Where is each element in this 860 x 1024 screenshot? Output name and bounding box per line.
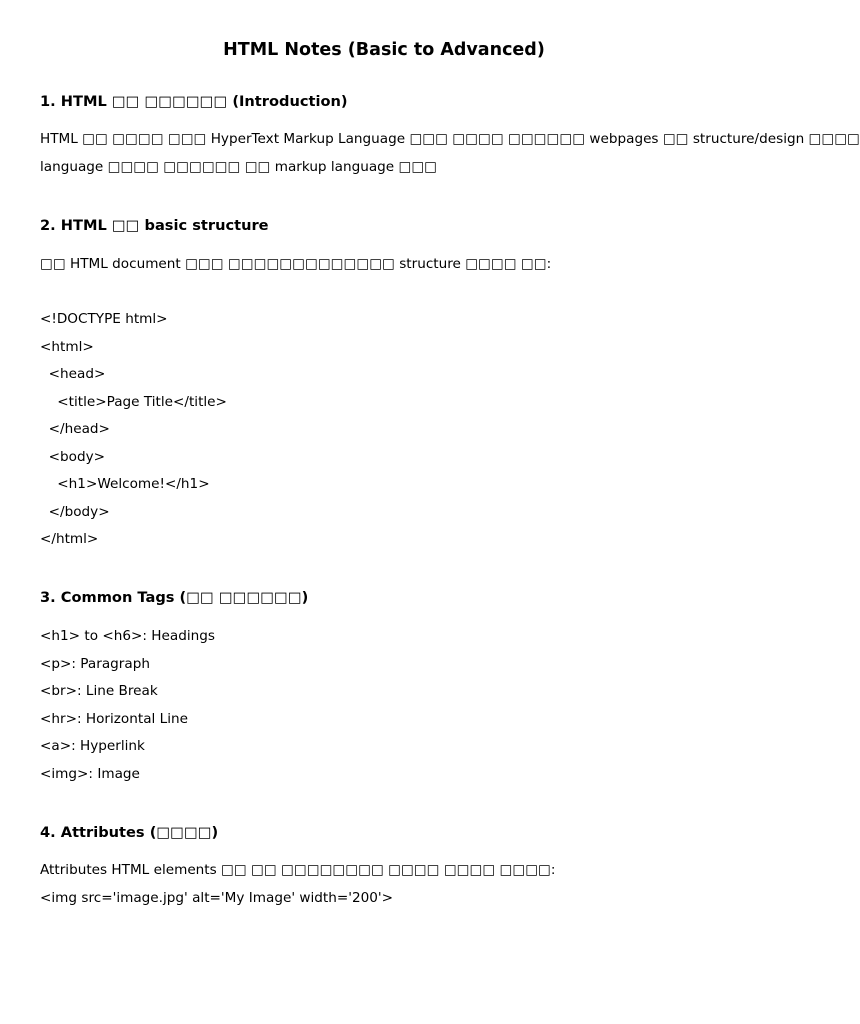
list-item: <a>: Hyperlink	[40, 738, 145, 754]
section-heading-attributes: 4. Attributes (□□□□)	[40, 824, 219, 841]
section-heading-basic-structure: 2. HTML □□ basic structure	[40, 217, 269, 234]
paragraph-line: Attributes HTML elements □□ □□ □□□□□□□□ □□□□ □□□□ □□□□:	[40, 862, 556, 878]
section-heading-common-tags: 3. Common Tags (□□ □□□□□□)	[40, 589, 309, 606]
code-line: </head>	[40, 421, 110, 437]
list-item: <p>: Paragraph	[40, 655, 150, 672]
list-item: <img>: Image	[40, 765, 140, 782]
code-line: <head>	[40, 366, 106, 382]
paragraph-line: HTML □□ □□□□ □□□ HyperText Markup Language □□□ □□□□ □□□□□□ webpages □□ structure/design □□□□	[40, 131, 860, 147]
code-line: <body>	[40, 448, 106, 465]
common-tags-list	[40, 623, 215, 788]
code-line: <h1>Welcome!</h1>	[40, 476, 210, 492]
list-item: <h1> to <h6>: Headings	[40, 628, 215, 644]
basic-structure-intro	[40, 251, 551, 279]
list-item: <hr>: Horizontal Line	[40, 710, 188, 727]
code-line: <title>Page Title</title>	[40, 393, 227, 410]
attributes-paragraph	[40, 857, 555, 912]
code-line: </html>	[40, 531, 99, 547]
code-example-line: <img src='image.jpg' alt='My Image' width='200'>	[40, 889, 394, 906]
document-title: HTML Notes (Basic to Advanced)	[223, 40, 545, 60]
list-item: <br>: Line Break	[40, 683, 158, 699]
paragraph-line: □□ HTML document □□□ □□□□□□□□□□□□□ structure □□□□ □□:	[40, 256, 552, 272]
section-heading-introduction: 1. HTML □□ □□□□□□ (Introduction)	[40, 93, 348, 110]
paragraph-line: language □□□□ □□□□□□ □□ markup language □□□	[40, 158, 438, 175]
code-sample	[40, 306, 227, 554]
code-line: </body>	[40, 503, 110, 520]
introduction-paragraph	[40, 126, 860, 181]
code-line: <html>	[40, 338, 94, 355]
code-line: <!DOCTYPE html>	[40, 311, 168, 327]
